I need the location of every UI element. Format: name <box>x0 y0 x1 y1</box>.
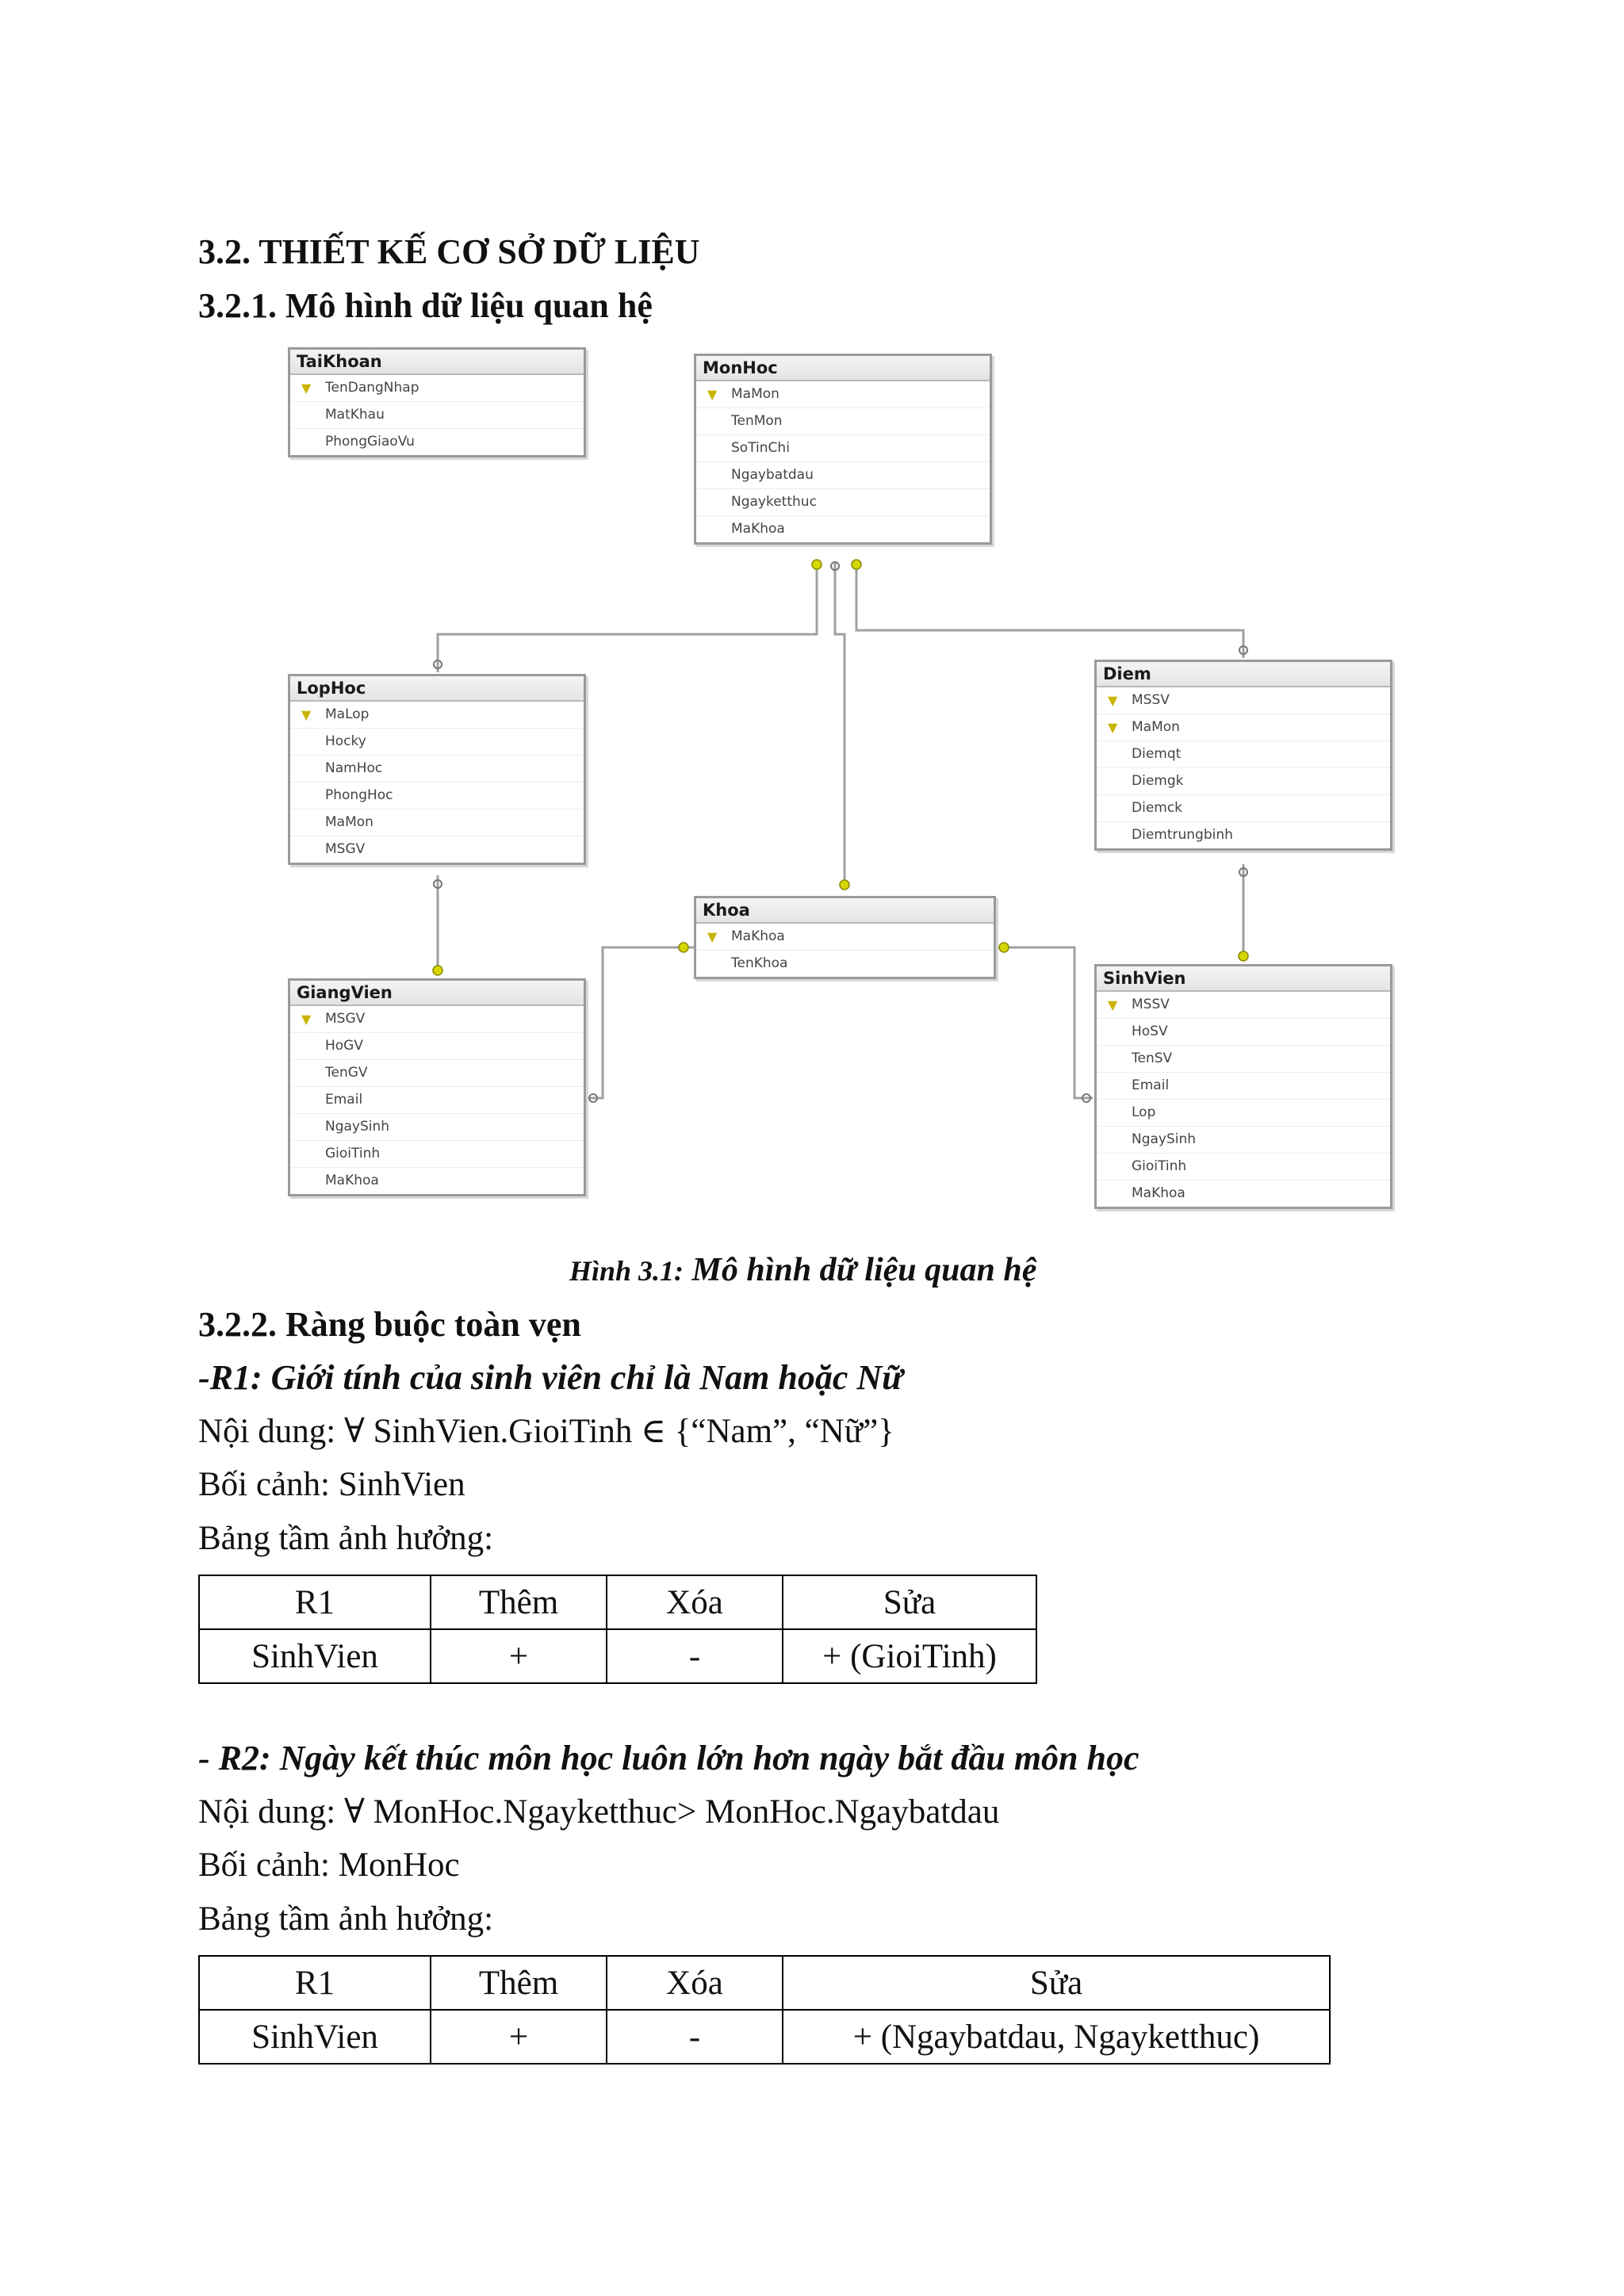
rule-r1-title: -R1: Giới tính của sinh viên chỉ là Nam hoặc Nữ <box>198 1358 903 1397</box>
figure-caption-label: Hình 3.1: <box>569 1255 684 1287</box>
subsection-heading-integrity: 3.2.2. Ràng buộc toàn vẹn <box>198 1305 581 1344</box>
entity-field: HoGV <box>290 1033 584 1060</box>
entity-field: NgaySinh <box>1097 1127 1390 1154</box>
entity-field: MatKhau <box>290 402 584 429</box>
table-cell: + (Ngaybatdau, Ngayketthuc) <box>783 2010 1330 2064</box>
table-cell: Thêm <box>431 1575 607 1629</box>
connector-key-icon <box>840 880 849 890</box>
entity-diem[interactable] <box>1094 660 1392 851</box>
entity-monhoc[interactable] <box>694 354 992 545</box>
rule-r2-title: - R2: Ngày kết thúc môn học luôn lớn hơn ngày bắt đầu môn học <box>198 1739 1139 1777</box>
primary-key-icon: ▼ <box>1108 720 1118 735</box>
entity-field: PhongHoc <box>290 783 584 809</box>
entity-field: TenSV <box>1097 1046 1390 1073</box>
entity-title: Diem <box>1097 662 1390 687</box>
table-cell: Thêm <box>431 1956 607 2010</box>
rule-r1-content: Nội dung: ∀ SinhVien.GioiTinh ∈ {“Nam”, “Nữ”} <box>198 1413 894 1450</box>
table-cell: R1 <box>199 1956 431 2010</box>
table-cell: Sửa <box>783 1575 1036 1629</box>
entity-field: Email <box>1097 1073 1390 1100</box>
connector-key-icon <box>433 966 442 975</box>
entity-field: MaKhoa <box>731 521 785 537</box>
table-cell: Xóa <box>607 1575 783 1629</box>
table-row <box>199 1956 1330 2010</box>
entity-field: MaKhoa <box>325 1173 379 1188</box>
table-row <box>199 1575 1036 1629</box>
figure-caption <box>569 1251 1036 1289</box>
entity-field: Email <box>290 1087 584 1114</box>
table-row <box>199 1629 1036 1683</box>
entity-title: GiangVien <box>290 981 584 1006</box>
entity-field: TenKhoa <box>731 955 788 971</box>
connector-key-icon <box>1239 951 1248 961</box>
entity-field: MaKhoa <box>1132 1185 1185 1201</box>
entity-field: SoTinChi <box>696 435 990 462</box>
entity-field: ▼ MaLop <box>290 702 584 729</box>
entity-field: MSGV <box>325 841 366 857</box>
entity-giangvien[interactable] <box>288 978 586 1196</box>
link-khoa-giangvien <box>587 947 695 1098</box>
rule-r2-impact-table <box>198 1955 1331 2064</box>
primary-key-icon: ▼ <box>301 1012 312 1027</box>
entity-field: TenMon <box>696 408 990 435</box>
rule-r1-table-label: Bảng tầm ảnh hưởng: <box>198 1520 494 1557</box>
connector-key-icon <box>679 943 688 952</box>
entity-field: PhongGiaoVu <box>325 434 415 450</box>
rule-r1-context: Bối cảnh: SinhVien <box>198 1466 465 1503</box>
entity-field: MaMon <box>290 809 584 836</box>
subsection-heading-relational-model: 3.2.1. Mô hình dữ liệu quan hệ <box>198 286 653 325</box>
entity-field: Hocky <box>290 729 584 756</box>
rule-r2-context: Bối cảnh: MonHoc <box>198 1846 460 1884</box>
entity-title: TaiKhoan <box>290 350 584 375</box>
link-monhoc-lophoc <box>438 563 817 672</box>
table-cell: SinhVien <box>199 1629 431 1683</box>
entity-khoa[interactable] <box>694 896 996 979</box>
table-cell: + <box>431 2010 607 2064</box>
entity-field: NgaySinh <box>290 1114 584 1141</box>
primary-key-icon: ▼ <box>1108 997 1118 1012</box>
table-cell: + (GioiTinh) <box>783 1629 1036 1683</box>
entity-field: GioiTinh <box>290 1141 584 1168</box>
entity-title: SinhVien <box>1097 966 1390 992</box>
link-khoa-sinhvien <box>993 947 1093 1098</box>
entity-field: ▼ MaMon <box>1097 714 1390 741</box>
entity-field: ▼ MSSV <box>1097 992 1390 1019</box>
entity-field: Diemqt <box>1097 741 1390 768</box>
table-cell: SinhVien <box>199 2010 431 2064</box>
link-monhoc-khoa <box>835 563 845 888</box>
entity-field: Diemtrungbinh <box>1132 827 1233 843</box>
table-cell: Xóa <box>607 1956 783 2010</box>
link-monhoc-diem <box>856 563 1243 658</box>
entity-field: Ngaybatdau <box>696 462 990 489</box>
table-cell: Sửa <box>783 1956 1330 2010</box>
entity-field: TenGV <box>290 1060 584 1087</box>
entity-taikhoan[interactable] <box>288 347 586 457</box>
entity-field: Diemgk <box>1097 768 1390 795</box>
primary-key-icon: ▼ <box>707 929 718 944</box>
entity-field: ▼ MaMon <box>696 381 990 408</box>
table-cell: - <box>607 1629 783 1683</box>
entity-field: Ngayketthuc <box>696 489 990 516</box>
rule-r2-content: Nội dung: ∀ MonHoc.Ngayketthuc> MonHoc.Ngaybatdau <box>198 1793 1000 1831</box>
primary-key-icon: ▼ <box>301 707 312 722</box>
entity-field: ▼ MSSV <box>1097 687 1390 714</box>
entity-field: HoSV <box>1097 1019 1390 1046</box>
entity-lophoc[interactable] <box>288 674 586 865</box>
connector-key-icon <box>999 943 1009 952</box>
entity-field: GioiTinh <box>1097 1154 1390 1181</box>
rule-r1-impact-table <box>198 1575 1037 1684</box>
primary-key-icon: ▼ <box>301 381 312 396</box>
table-row <box>199 2010 1330 2064</box>
rule-r2-table-label: Bảng tầm ảnh hưởng: <box>198 1900 494 1938</box>
section-heading: 3.2. THIẾT KẾ CƠ SỞ DỮ LIỆU <box>198 232 700 271</box>
figure-caption-title: Mô hình dữ liệu quan hệ <box>684 1252 1037 1288</box>
entity-title: MonHoc <box>696 356 990 381</box>
entity-field: ▼ TenDangNhap <box>290 375 584 402</box>
primary-key-icon: ▼ <box>1108 693 1118 708</box>
connector-key-icon <box>852 560 861 569</box>
table-cell: + <box>431 1629 607 1683</box>
entity-sinhvien[interactable] <box>1094 964 1392 1209</box>
table-cell: - <box>607 2010 783 2064</box>
connector-key-icon <box>812 560 822 569</box>
entity-field: ▼ MaKhoa <box>696 924 994 951</box>
entity-field: NamHoc <box>290 756 584 783</box>
entity-title: Khoa <box>696 898 994 924</box>
entity-field: Lop <box>1097 1100 1390 1127</box>
table-cell: R1 <box>199 1575 431 1629</box>
entity-title: LopHoc <box>290 676 584 702</box>
entity-field: ▼ MSGV <box>290 1006 584 1033</box>
entity-field: Diemck <box>1097 795 1390 822</box>
primary-key-icon: ▼ <box>707 387 718 402</box>
